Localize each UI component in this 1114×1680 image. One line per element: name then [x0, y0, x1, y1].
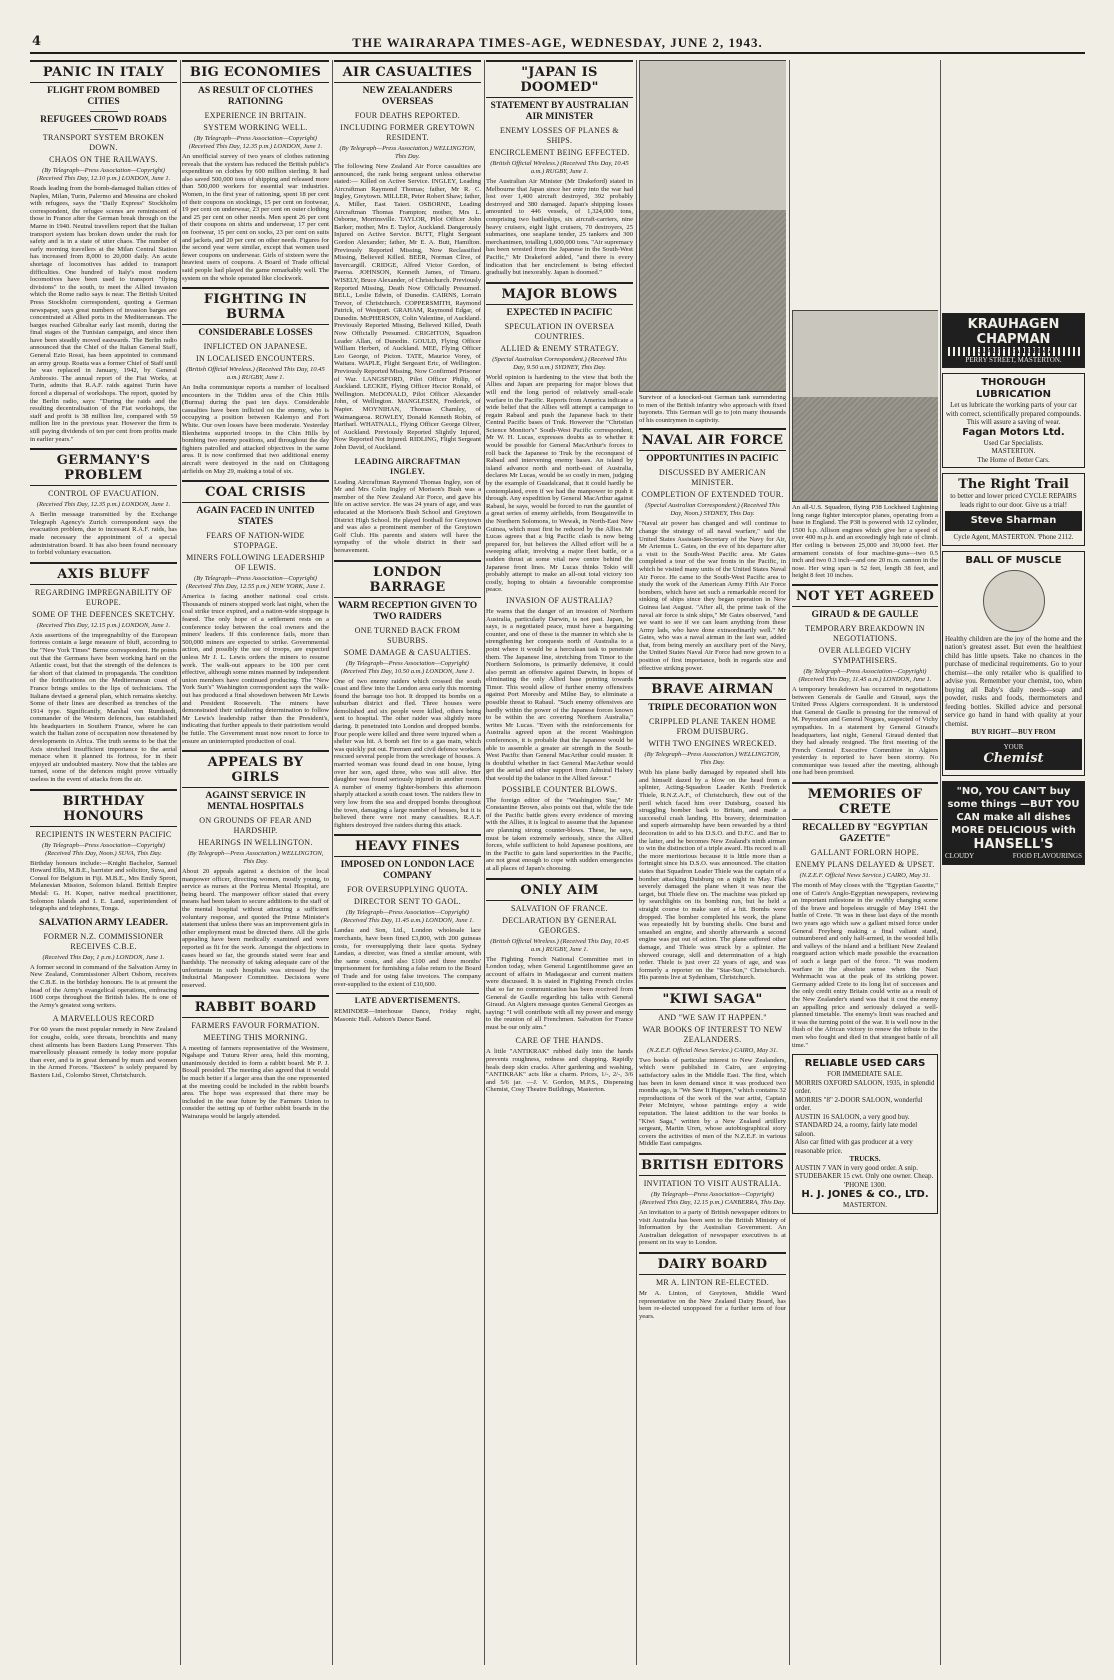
baby-illustration-icon [983, 570, 1045, 632]
advertisement-baxters [30, 1014, 177, 1079]
dateline: (Received This Day, 12.15 p.m.) LONDON, June 1. [36, 621, 171, 629]
column-rule [789, 60, 790, 1665]
ad-name-panel [945, 511, 1082, 531]
photo-p38-squadron [792, 310, 938, 502]
subheading: TEMPORARY BREAKDOWN IN NEGOTIATIONS. [805, 623, 925, 643]
ad-brand: HANSELL'S [973, 837, 1054, 852]
article-naval-air-force [639, 428, 786, 672]
subheading: SYSTEM WORKING WELL. [203, 123, 308, 132]
headline: FIGHTING IN BURMA [182, 287, 329, 325]
column-rule [332, 60, 333, 1665]
dateline: (N.Z.E.F. Official News Service.) CAIRO, May 31. [799, 872, 931, 880]
article-heavy-fines [334, 834, 481, 988]
article-coal-crisis [182, 480, 329, 745]
subheading: TRIPLE DECORATION WON [648, 703, 777, 714]
subheading: TRANSPORT SYSTEM BROKEN DOWN. [42, 133, 165, 152]
article-body: An unofficial survey of two years of clothes rationing reveals that the system has reduced the British public's expenditure on clothes by 600 million sterling. It had also saved 500,000 tons of shipping and released more than 500,000 workers for essential war industries. Women, in the first year of rationing, spent 18 per cent of their coupons on stockings, 15 per cent on footwear, 19 per cent on underwear, 23 per cent on outer clothing and 25 per cent on other needs. Men spent 26 per cent of their coupons on shirts and underwear, 17 per cent on footwear, 15 per cent on socks, 23 per cent on suits and jackets, and 20 per cent on other needs. Figures for the second year were similar, except that women used fewer coupons on underwear. Girls of sixteen were the heaviest users of coupons. A Board of Trade official said people had played the game remarkably well. The system on the whole operated like clockwork. [182, 153, 329, 282]
ad-chemist: Chemist [983, 751, 1044, 766]
column-1 [30, 60, 177, 1665]
article-germanys-problem [30, 448, 177, 557]
dateline: (By Telegraph—Press Association.) WELLINGTON, This Day. [187, 850, 324, 866]
ad-sub: Cycle Agent, MASTERTON. 'Phone 2112. [953, 533, 1074, 541]
dateline: (Received This Day, 1 p.m.) LONDON, June 1. [42, 953, 165, 961]
subheading: WAR BOOKS OF INTEREST TO NEW ZEALANDERS. [642, 1024, 783, 1044]
article-dairy-board [639, 1252, 786, 1320]
subheading: WARM RECEPTION GIVEN TO TWO RAIDERS [337, 600, 478, 622]
column-rule [636, 60, 637, 1665]
dateline: (Received This Day, 12.35 p.m.) LONDON, June 1. [36, 501, 171, 509]
photo-sky [640, 61, 786, 210]
article-body: The following New Zealand Air Force casualties are announced, the rank being sergeant unless otherwise stated:— Killed on Active Service. INGLEY, Leading Aircraftman Raymond Thomas; father, Mr R. C. Ingley, Greytown. MILLER, Peter Robert Shaw; father, A. Miller, East Taieri. OSBORNE, Leading Aircraftman Thomas Frampton; mother, Mrs L. Osborne, Morrinsville. TAYLOR, Pilot Officer John Barker; mother, Mrs E. Taylor, Auckland. Dangerously Injured on Active Service. BUTT, Flight Sergeant Gordon Alexander; father, Mr E. A. Butt, Hamilton. Previously Reported Missing, Now Reclassified Missing, Believed Killed. BEER, Norman Clive, of Invercargill. CRIDGE, Alfred Victor Gordon, of Paeroa. JOHNSON, Kenneth James, of Timaru. WISELY, Bruce Alexander, of Christchurch. Previously Reported Missing, Death Now Officially Presumed. BELL, Leslie Edwin, of Dunedin. CAIRNS, Lorrain Trevor, of Christchurch. COPPERSMITH, Raymond Patrick, of Westport. GRAHAM, Raymond Edgar, of Dunedin. McPHERSON, Colin Valentine, of Auckland. Previously Reported Missing, Believed Killed, Death Now Officially Presumed. CRIGHTON, Squadron Leader Allan, of Dunedin. GOULD, Flying Officer William Herbert, of Auckland. MEE, Flying Officer Leo George, of Picton. TATE, Maurice Vorey, of Waitara. WAPLE, Flight Sergeant Eric, of Wellington. Previously Reported Missing, Now Confirmed Prisoner of War. LANGSFORD, Pilot Officer Philip, of Auckland. LECKIE, Flying Officer Hector Ronald, of Wellington. McDONALD, Pilot Officer Alexander John, of Wellington. MANGLESEN, Frederick, of Napier. MOYNIHAN, Thomas Chamley, of Waimangaroa. ROWLEY, Donald Kenneth Robin, of Hariharl. WHATNALL, Flying Officer George Oliver, of Auckland. Previously Reported Slightly Injured, Now Reported Not Injured. RIDLING, Flight Sergeant John David, of Auckland. [334, 163, 481, 451]
ad-firm: Steve Sharman [970, 515, 1057, 526]
subheading: SALVATION OF FRANCE. [511, 903, 608, 913]
ad-body: Let us lubricate the working parts of your car with correct, scientifically prepared compounds. This will assure a saving of wear. [945, 401, 1082, 426]
subheading: POSSIBLE COUNTER BLOWS. [501, 784, 618, 794]
dateline: (By Telegraph—Press Association—Copyright) (Received This Day, 12.15 p.m.) CANBERRA, This Day. [639, 1191, 786, 1206]
ad-tagline: QUALITY TAILORING [945, 347, 1082, 356]
article-british-editors [639, 1153, 786, 1247]
ad-tagline: The Home of Better Cars. [977, 455, 1050, 464]
ad-body: to better and lower priced CYCLE REPAIRS leads right to our door. Give us a trial! [950, 492, 1077, 509]
column-rule [484, 60, 485, 1665]
article-body: Mr A. Linton, of Greytown, Middle Ward representative on the New Zealand Dairy Board, has been re-elected unopposed for a further term of four years. [639, 1289, 786, 1320]
column-4 [486, 60, 633, 1665]
headline: MEMORIES OF CRETE [792, 782, 938, 820]
headline: DAIRY BOARD [639, 1252, 786, 1275]
dateline: (By Telegraph—Press Association—Copyright) (Received This Day, 11.45 a.m.) LONDON, June 1. [798, 667, 932, 683]
subheading: SOME OF THE DEFENCES SKETCHY. [32, 609, 175, 619]
subheading: CONTROL OF EVACUATION. [48, 489, 159, 499]
headline: LEADING AIRCRAFTMAN INGLEY. [354, 456, 461, 476]
headline: NAVAL AIR FORCE [639, 428, 786, 451]
article-body: An India communique reports a number of localised encounters in the Tiddim area of the Chin Hills (Burma) during the past ten days. Considerable casualties have been inflicted on the enemy, who is occupying a position between Kalemyo and Fort White. Our own losses have been moderate. Yesterday Blenheims supported troops in the Chin Hills by bombing two enemy positions, and throughout the day fighters patrolled and attacked objectives in the same area. It is now confirmed that two additional enemy aircraft were destroyed in the raid on Chittagong airfields on May 29, making a total of six. [182, 384, 329, 475]
advertisement-used-cars [792, 1054, 938, 1214]
article-aircraftman-ingley [334, 457, 481, 555]
article-body: World opinion is hardening to the view that both the Allies and Japan are preparing for major blows that will end the long period of relatively small-scale warfare in the Pacific. Reports from America indicate a wide belief that the Allies will attempt a campaign to regain Rabaul and push the Japanese back to their Central Pacific bases of Truk. However the "Christian Science Monitor's" South-West Pacific correspondent, Mr W. H. Lucas, expresses doubts as to whether it would be possible for General MacArthur's forces to roll back the Japanese to Truk by the reconquest of Rabaul and intervening enemy bases. An island by island advance north and north-east of Australia, declares Mr Lucas, would be so costly in men, judging by the example of Guadalcanal, that it could hardly be contemplated, even if we had the manpower to push it through. Any expedition by General MacArthur against Rabaul, he says, would be forced to run the gauntlet of a great series of enemy airfields, from Bougainville in the Northern Solomons, to Wewak, in North-East New Guinea, which must first be reduced by the Allies. Mr Lucas agrees that a big Pacific clash is now being prepared for, but believes the Allied effort will be a sweeping affair, involving a major fleet battle, or a sudden thrust at some vital new centre behind the Japanese front lines. Mr Lucas thinks Tokio will probably attempt to make an all-out total victory too costly, hoping to obtain a favourable compromise peace. [486, 373, 633, 594]
article-fighting-in-burma [182, 287, 329, 475]
article-appeals-by-girls [182, 750, 329, 990]
ad-brand: KRAUHAGEN [967, 317, 1060, 332]
subheading: INVITATION TO VISIT AUSTRALIA. [643, 1179, 782, 1188]
article-london-barrage [334, 560, 481, 830]
article-body: One of two enemy raiders which crossed the south coast and flew into the London area early this morning found the barrage too hot. It dropped its bombs on a suburban district and fled. Three houses were demolished and six people were killed, others being sent to hospital. The other raider was slightly more daring. It penetrated into London and dropped bombs. Four people were killed and three were injured when a shelter was hit. A bomb set fire to a gas main, which was quickly put out. Firemen and civil defence workers rescued several people from the wreckage of houses. A married woman was found dead in one house, lying over her son, aged three, who was still alive. Her daughter was found seriously injured in another room. A number of enemy fighter-bombers this afternoon sharply attacked a south coast town. The raiders flew in very low from the sea and dropped bombs throughout the town, damaging a large number of houses, but it is believed there were not many casualties. R.A.F. fighters destroyed five raiders during this attack. [334, 677, 481, 829]
divider [90, 129, 118, 130]
dateline: (By Telegraph—Press Association—Copyright) (Received This Day, 12.10 p.m.) LONDON, June 1. [36, 167, 171, 182]
subheading: FEARS OF NATION-WIDE STOPPAGE. [206, 531, 305, 551]
ad-your: YOUR [1003, 742, 1024, 751]
photo-continuation-space [942, 60, 1085, 310]
headline: BRITISH EDITORS [639, 1153, 786, 1176]
headline: AIR CASUALTIES [334, 60, 481, 83]
headline: RABBIT BOARD [182, 995, 329, 1018]
advertisement-krauhagen-chapman [942, 313, 1085, 368]
headline: A MARVELLOUS RECORD [52, 1014, 155, 1024]
subheading: OVER ALLEGED VICHY SYMPATHISERS. [818, 645, 912, 665]
ad-body: REMINDER—Interhouse Dance, Friday night, Masonic Hall. Ashton's Dance Band. [334, 1008, 481, 1023]
ad-firm: H. J. JONES & CO., LTD. [801, 1189, 929, 1201]
ad-town: MASTERTON. [991, 447, 1036, 455]
dateline: (By Telegraph—Press Association—Copyright) (Received This Day, Noon.) SUVA, This Day. [42, 841, 165, 857]
ad-body: A little "ANTIKRAK" rubbed daily into the hands prevents roughness, redness and chapping. Rapidly heals deep skin cracks. After gardening and washing, "ANTIKRAK" acts like a charm. Prices, 1/-, 2/-, 3/6 and 5/6 jar. —J. V. Gordon, M.P.S., Dispensing Chemist, Cosy Theatre Buildings, Masterton. [486, 1048, 633, 1094]
photo-tank-surrender [639, 60, 786, 392]
dateline: (By Telegraph—Press Association—Copyright) (Received This Day, 12.55 p.m.) NEW YORK, June 1. [185, 575, 325, 591]
subheading: ONE TURNED BACK FROM SUBURBS. [354, 625, 461, 645]
car-item: AUSTIN 16 SALOON, a very good buy. [795, 1112, 910, 1121]
article-body: Landau and Son, Ltd., London wholesale lace merchants, have been fined £3,800, with 200 guineas costs, for oversupplying their lace quota. Sydney Landau, a director, was fined a similar amount, with the same costs, and also £100 and three months' imprisonment for furnishing a false return to the Board of Trade and for using false invoices. The company over-supplied to the extent of £10,600. [334, 927, 481, 988]
dateline: (By Telegraph—Press Association—Copyright) (Received This Day, 10.50 a.m.) LONDON, June 1. [340, 659, 475, 675]
photo-caption: Survivor of a knocked-out German tank surrendering to men of the British infantry who approach with fixed bayonets. This German will go to join many thousands of his countrymen in captivity. [639, 394, 786, 424]
subheading: CHAOS ON THE RAILWAYS. [49, 155, 158, 164]
article-body: About 20 appeals against a decision of the local manpower officer, directing women, mostly young, to service as nurses at the Porirua Mental Hospital, are being heard. The manpower officer stated that every means had been taken to secure additions to the staff of the mental hospital without attracting a sufficient voluntary response, and quoted the Prime Minister's statement that unless there was an improvement girls in other employment must be directed there. All the girls appealing have been medically examined and were reported as fit for the work. Amongst the objections in cases heard so far, the grounds stated were fear and hardship. The necessity of taking adequate care of the unfortunate in such hospitals was stressed by the Industrial Manpower Committee. Decisions were reserved. [182, 868, 329, 989]
ad-body: Healthy children are the joy of the home and the nation's greatest asset. But even the healthiest child has little upsets. Take no chances in the purchase of medicinal requirements. Go to your chemist—the only retailer who is qualified to advise you. Remember your chemist, too, when buying all Baby's daily needs—soap and powder, rusks and foods, thermometers and feeding bottles. Skilled advice and personal service go hand in hand with quality at your chemist. [945, 634, 1082, 728]
subheading: DECLARATION BY GENERAL GEORGES. [502, 915, 617, 935]
column-6 [792, 60, 938, 1665]
car-item: MORRIS "8" 2-DOOR SALOON, wonderful order. [795, 1095, 923, 1113]
subheading: FOUR DEATHS REPORTED. [354, 111, 461, 120]
subheading: INFLICTED ON JAPANESE. [203, 342, 308, 352]
subheading: SPECULATION IN OVERSEA COUNTRIES. [504, 321, 615, 341]
article-major-blows [486, 282, 633, 873]
ad-town: MASTERTON. [843, 1201, 887, 1210]
subheading: FARMERS FAVOUR FORMATION. [191, 1020, 320, 1030]
article-body: "Naval air power has changed and will continue to change the strategy of all naval warfare," said the United States Assistant-Secretary of the Navy for Air, Mr Artemus L. Gates, on the eve of his departure after a visit to the South-West Pacific area. Mr Gates completed a tour of the war fronts in the Pacific, in which he visited many units of the United States Naval Air Force. He came to the South-West Pacific area to study the work of the American Army Fifth Air Force bombers, which have set such a remarkable record for sinking of ships since they began operation in New Guinea last August. "After all, the prime task of the naval air force is sink ships," Mr Gates observed, "and we want to see if we can learn anything from these Army lads, who have done extraordinarily well." Mr Gates, who was a naval airman in the last war, added that, from being merely an auxiliary port of the Navy, the United States Naval Air Force had now grown to a position of first importance, both in regards size and effective striking power. [639, 520, 786, 672]
ad-headline: BALL OF MUSCLE [965, 554, 1062, 566]
headline: "KIWI SAGA" [639, 987, 786, 1010]
subheading: MR A. LINTON RE-ELECTED. [655, 1277, 770, 1287]
subheading: IMPOSED ON LONDON LACE COMPANY [340, 860, 475, 882]
headline: BRAVE AIRMAN [639, 677, 786, 700]
article-body: Roads leading from the bomb-damaged Italian cities of Naples, Milan, Turin, Palermo and Messina are choked with refugees, says the "Daily Express" Stockholm correspondent, the refugee scenes are reminiscent of those in France after the German break through on the Marne in 1940. Neutral travellers report that the Italian transport system has broken down under the rush for safety and is in a state of utter chaos. The number of early morning travellers at the Milan Central Station has increased from 8,000 to 20,000 daily. An acute shortage of locomotives has added to transport difficulties. One hundred of Italy's most modern locomotives have been used to transport "flying divisions" to the south, to meet the Allied invasion which the Rome radio says is near. The British United Press Stockholm correspondent, quoting a German newspaper, says great numbers of invasion barges are concentrated at Allied ports in the Mediterranean. The barges reached Gibraltar early last month, during the final stages of the Tunisian campaign, and since then have been steadily moved eastwards. The Berlin radio announced that the Chief of the Italian General Staff, General Ezio Rossi, has been appointed to command an army group. Roatta was a former Chief of Staff until he was replaced in January, 1942, by General Ambrosio. The annual report of the Fiat Works, at Turin, admits that R.A.F. raids against Turin have forced a dispersal of workshops. The report, quoted by the Berlin radio, says: "During the raids and the resulting decentralisation of the Fiat workshops, the staff and profit is 38 million lire, compared with 59 million lire in the previous year. However the firm is still paying dividends of ten per cent from profits made in earlier years." [30, 185, 177, 443]
subheading: FOR OVERSUPPLYING QUOTA. [346, 885, 469, 895]
ad-body: For 60 years the most popular remedy in New Zealand for coughs, colds, sore throats, bronchitis and many chest ailments has been Baxters Lung Preserver. This marvellously pleasant remedy is today more popular than ever, and is in great demand by mum and women in the Armed Forces. "Baxters" is solely prepared by Baxters Ltd., Colombo Street, Christchurch. [30, 1026, 177, 1079]
dateline: (British Official Wireless.) (Received This Day, 10.45 a.m.) RUGBY, June 1. [490, 937, 629, 953]
subheading: GIRAUD & DE GAULLE [811, 609, 919, 620]
dateline: (By Telegraph—Press Association—Copyright) (Received This Day, 11.45 a.m.) LONDON, June 1. [341, 909, 474, 925]
subheading: REFUGEES CROWD ROADS [40, 115, 167, 125]
subheading: DISCUSSED BY AMERICAN MINISTER. [659, 468, 766, 488]
advertisement-fagan-motors [942, 373, 1085, 468]
headline: ONLY AIM [486, 878, 633, 901]
article-body: The Australian Air Minister (Mr Drakeford) stated in Melbourne that Japan since her entry into the war had lost over 1,400 aircraft destroyed, 392 probably destroyed and 380 damaged. Japan's shipping losses amounted to 446 vessels, of 1,324,000 tons, comprising two battleships, six aircraft-carriers, nine heavy cruisers, eight light cruisers, 70 destroyers, 25 submarines, one seaplane tender, 25 tankers and 300 merchantmen, totalling 1,600,000 tons. "Air supremacy has been wrested from the Japanese in the South-West Pacific," Mr Drakeford added, "and there is every indication that her encirclement is being effected gradually but inexorably. Japan is doomed." [486, 178, 633, 277]
ad-buy: BUY RIGHT—BUY FROM [971, 728, 1056, 736]
article-rabbit-board [182, 995, 329, 1121]
subheading: MINERS FOLLOWING LEADERSHIP OF LEWIS. [186, 553, 325, 573]
headline: CARE OF THE HANDS. [515, 1036, 604, 1046]
subheading: CONSIDERABLE LOSSES [198, 328, 313, 339]
article-body: Leading Aircraftman Raymond Thomas Ingley, son of Mr and Mrs Colin Ingley of Morison's Bush was a member of the New Zealand Air Force, and gave his life on active service. He was 24 years of age, and was educated at the Morison's Bush School and Greytown District High School. He played football for Greytown and was also a prominent member of the Greytown Golf Club. His parents and sisters will have the sympathy of the whole district in their sad bereavement. [334, 478, 481, 554]
ad-firm: Fagan Motors Ltd. [962, 426, 1065, 438]
subheading: INVASION OF AUSTRALIA? [506, 595, 613, 605]
ad-tag: FOOD FLAVOURINGS [1012, 852, 1082, 860]
article-body: Two books of particular interest to New Zealanders, which were published in Cairo, are enjoying satisfactory sales in the Middle East. The first, which has been in keen demand since it was produced two months ago, is "We Saw It Happen," which contains 32 reproductions of the work of the war artist, Captain Peter McIntyre, whose paintings enjoy a wide reputation. The latest addition to the war books is "Kiwi Saga," written by a New Zealand artillery sergeant, Martin Uren, whose autobiographical story covers the activities of men of the N.Z.E.F. in various Middle East campaigns. [639, 1056, 786, 1148]
article-body: A temporary breakdown has occurred in negotiations between Generals de Gaulle and Giraud, says the United Press Algiers correspondent. It is understood that General de Gaulle is pressing for the removal of M. Peyrouton and General Nogues, suspected of Vichy sympathies. In a statement by General Giraud's headquarters, last night, General Giraud denied that they had already resigned. The first meeting of the French Central Executive Committee in Algiers yesterday is reported to have been stormy. No communique was issued after the meeting, although one had been promised. [792, 685, 938, 777]
article-only-aim [486, 878, 633, 1032]
dateline: (By Telegraph—Press Association—Copyright) (Received This Day, 12.35 p.m.) LONDON, June 1. [188, 135, 323, 150]
ad-address: PERRY STREET, MASTERTON. [965, 355, 1062, 364]
article-air-casualties [334, 60, 481, 452]
subheading: SOME DAMAGE & CASUALTIES. [343, 647, 472, 657]
subheading: AND "WE SAW IT HAPPEN." [658, 1012, 767, 1022]
subheading: RECIPIENTS IN WESTERN PACIFIC [35, 829, 172, 839]
dateline: (By Telegraph—Press Association.) WELLINGTON, This Day. [644, 751, 781, 767]
article-body: With his plane badly damaged by repeated shell hits and himself dazed by a blow on the head from a splinter, Acting-Squadron Leader Keith Frederick Thiele, R.N.Z.A.F., of Christchurch, flew out of the peril which faced him over Duisburg, coaxed his struggling bomber back to Britain, and made a successful crash landing. His bravery, determination and superb airmanship have been rewarded by a third decoration to add to his D.S.O. and D.F.C. and Bar to the latter, and he becomes New Zealand's ninth airman to win the distinction of a triple award. His record is all the more meritorious because it is little more than a fortnight since his D.S.O. was announced. The citation states that Squadron Leader Thiele was the captain of a bomber attacking Duisburg on a night in May. Flak severely damaged the plane when it was near the target, but Thiele flew on. The machine was picked up by searchlights on its bombing run, but he held a straight course to make sure of a hit. Bombs were dropped. The bomber completed his work, the plane was repeatedly hit by bursting shells. One burst and smashed an engine, and shortly afterwards a second engine was put out of action. The plane suffered other damage, and Thiele was struck by a splinter. He showed courage, skill and determination of a high order. Thiele is just over 22 years of age, and was formerly a reporter on the "Star-Sun," Christchurch. His parents live at Sydenham, Christchurch. [639, 769, 786, 982]
dateline: (Special Australian Correspondent.) (Received This Day, Noon.) SYDNEY, This Day. [645, 502, 780, 518]
subheading: STATEMENT BY AUSTRALIAN AIR MINISTER [490, 101, 629, 122]
subheading: WITH TWO ENGINES WRECKED. [648, 739, 777, 749]
headline: GERMANY'S PROBLEM [30, 448, 177, 486]
subheading: MEETING THIS MORNING. [203, 1032, 308, 1042]
subheading: ENEMY PLANS DELAYED & UPSET. [795, 860, 935, 870]
divider [90, 111, 118, 112]
column-5 [639, 60, 786, 1665]
headline: PANIC IN ITALY [30, 60, 177, 83]
subheading: AGAINST SERVICE IN MENTAL HOSPITALS [205, 791, 306, 813]
subheading: FORMER N.Z. COMMISSIONER RECEIVES C.B.E. [43, 931, 164, 951]
dateline: (N.Z.E.F. Official News Service.) CAIRO, May 31. [647, 1046, 778, 1054]
article-body: The Fighting French National Committee met in London today, when General Legentilhomme gave an account of affairs in Madagascar and current matters were discussed. It is stated in Fighting French circles that so far no communication has been received from General de Gaulle regarding his talks with General Giraud. An Algiers message quotes General Georges as saying: "I will contribute with all my power and energy to the reunion of all Frenchmen. Salvation for France must be our only aim." [486, 955, 633, 1031]
car-item: STANDARD 24, a roomy, fairly late model saloon. [795, 1121, 918, 1138]
dateline: (British Official Wireless.) (Received This Day, 10.45 a.m.) RUGBY, June 1. [490, 160, 629, 175]
subheading: ENEMY LOSSES OF PLANES & SHIPS. [500, 126, 619, 145]
article-body: A former second in command of the Salvation Army in New Zealand, Commissioner Albert Osborn, receives the C.B.E. in the birthday honours. He is at present the head of the Army's evangelical operations, embracing 1600 corps throughout the British Isles. He is one of the Army's greatest song writers. [30, 963, 177, 1009]
headline: MAJOR BLOWS [486, 282, 633, 305]
dateline: (By Telegraph—Press Association.) WELLINGTON, This Day. [339, 145, 476, 160]
masthead-title: THE WAIRARAPA TIMES-AGE, WEDNESDAY, JUNE 2, 1943. [352, 35, 763, 50]
subheading: FLIGHT FROM BOMBED CITIES [47, 86, 160, 107]
article-body: A Berlin message transmitted by the Exchange Telegraph Agency's Zurich correspondent says the evacuation problem, due to incessant R.A.F. raids, has made necessary the appointment of a special administration board. It has also been found necessary to forbid voluntary evacuation. [30, 511, 177, 557]
subheading: OPPORTUNITIES IN PACIFIC [646, 454, 779, 465]
subheading: INCLUDING FORMER GREYTOWN RESIDENT. [340, 123, 475, 142]
ad-chemist-panel [945, 739, 1082, 771]
article-not-yet-agreed [792, 584, 938, 777]
subheading: EXPERIENCE IN BRITAIN. [204, 111, 307, 120]
article-axis-bluff [30, 562, 177, 784]
headline: NOT YET AGREED [792, 584, 938, 607]
photo-caption: An all-U.S. Squadron, flying P38 Lockheed Lightning long range fighter interceptor planes, operating from a base in England. The P38 is powered with 12 cylinder, 1500 h.p. Allison engines which give her a speed of over 400 m.p.h. and an exceedingly high rate of climb. Her ceiling is between 25,000 and 39,000 feet. Her armament consists of four machine-guns—two 0.5 inch and two 0.3 inch—and one 20 m.m. cannon in the nose. Her wing span is 52 feet, length 38 feet, and height 8 feet 10 inches. [792, 504, 938, 580]
headline: LONDON BARRAGE [334, 560, 481, 598]
subheading: GALLANT FORLORN HOPE. [810, 848, 920, 858]
ad-headline: THOROUGH LUBRICATION [976, 377, 1051, 400]
article-body: America is facing another national coal crisis. Thousands of miners stopped work last night, when the coal strike truce expired, and a nation-wide stoppage is feared. The only hope of a settlement rests on a conference today between the coal owners and the miners' leaders. If this conference fails, more than 500,000 miners are expected to strike. Governmental action, and possibly the use of troops, are expected unless Mr J. L. Lewis orders the miners to resume work. The walk-out appears to be 100 per cent effective, although some mines manned by independent union members have continued producing. The "New York Sun's" Washington correspondent says the walk-out has produced a final showdown between Mr Lewis and President Roosevelt. The miners have demonstrated their unfaltering determination to follow Mr Lewis's leadership rather than the President's, indicating that further appeals to their patriotism would be futile. The Government must now resort to force to ensure an uninterrupted production of coal. [182, 593, 329, 745]
headline: HEAVY FINES [334, 834, 481, 857]
article-brave-airman [639, 677, 786, 982]
advertisement-hansells [942, 781, 1085, 865]
ad-headline: The Right Trail [958, 477, 1069, 492]
headline: LATE ADVERTISEMENTS. [336, 993, 479, 1006]
headline: APPEALS BY GIRLS [182, 750, 329, 788]
subheading: EXPECTED IN PACIFIC [506, 307, 613, 318]
subheading: AGAIN FACED IN UNITED STATES [196, 506, 315, 528]
headline: SALVATION ARMY LEADER. [38, 917, 169, 928]
subheading: NEW ZEALANDERS OVERSEAS [362, 86, 453, 107]
car-section: TRUCKS. [849, 1155, 881, 1164]
late-advertisements [334, 993, 481, 1023]
photo-sky [793, 311, 938, 397]
headline: AXIS BLUFF [30, 562, 177, 585]
article-salvation-army [30, 918, 177, 1010]
subheading: ALLIED & ENEMY STRATEGY. [500, 343, 619, 353]
car-item: Also car fitted with gas producer at a very reasonable price. [795, 1138, 913, 1155]
ad-phone: 'PHONE 1300. [843, 1180, 887, 1189]
article-body: The foreign editor of the "Washington Star," Mr Constantine Brown, also points out that, while the tide of the Pacific battle gives every evidence of moving with the Allies, it is logical to assume that the Japanese are planning strong counter-blows. These, he says, must be taken extremely seriously, since the Allied forces, while sufficient to hold Japanese positions, are in the Pacific to gain land superiorities in the Pacific, are not great enough to cope with sudden emergencies at all places of Japan's choosing. [486, 796, 633, 872]
article-big-economies [182, 60, 329, 282]
car-item: STUDEBAKER 15 cwt. Only one owner. Cheap. [795, 1172, 934, 1181]
subheading: ON GROUNDS OF FEAR AND HARDSHIP. [199, 816, 312, 836]
ad-body: "NO, YOU CAN'T buy some things —BUT YOU CAN make all dishes MORE DELICIOUS with [947, 786, 1080, 836]
article-body: An invitation to a party of British newspaper editors to visit Australia has been sent to the British Ministry of Information by the Australian Government. An Australian delegation of newspaper executives is at present on its way to London. [639, 1209, 786, 1247]
article-body: A meeting of farmers representative of the Westmere, Ngahape and Tuturu River area, held this morning, unanimously decided to form a rabbit board. Mr P. J. Boxall presided. The meeting also agreed that it would be much better if a larger area than the one represented at the meeting could be included in the rabbit board's area. The hope was expressed that there may be included in the near future by the Farmers Union to consider the setting up of further rabbit boards in the Wairarapa would be largely attended. [182, 1044, 329, 1120]
subheading: CRIPPLED PLANE TAKEN HOME FROM DUISBURG. [649, 717, 776, 737]
article-panic-in-italy [30, 60, 177, 443]
page-number: 4 [32, 34, 42, 49]
headline: BIRTHDAY HONOURS [30, 789, 177, 827]
car-item: MORRIS OXFORD SALOON, 1935, in splendid order. [795, 1078, 935, 1096]
article-japan-is-doomed [486, 60, 633, 277]
subheading: IN LOCALISED ENCOUNTERS. [196, 354, 315, 364]
column-rule [940, 60, 941, 1665]
article-body: He warns that the danger of an invasion of Northern Australia, particularly Darwin, is not past. Japan, he says, is a negotiated peace, must have a bargaining counter, and one of these is the manner in which she is strengthening her conquests north of Australia to a point where it would be a herculean task to penetrate them. The Japanese line, stretching from Timor to the Northern Solomons, is primarily defensive, it could also permit an offensive against Darwin, in hopes of eliminating the only Allied base pointing towards Timor. This would allow of further enemy offensives against Port Moresby and Milne Bay, to eliminate a possible threat to Rabaul. "Such enemy offensives are hardly within the power of the Japanese forces known to be within the arc covering Northern Australia," writes Mr Lucas. "Even with the reinforcements for Australia agreed upon at the recent Washington conferences, it is probable that the Japanese would be able to assemble a greater air strength in the South-West Pacific than General MacArthur could muster. It is doubtful whether in fact General MacArthur would get the aerial and other support from Admiral Halsey that would tip the balance in the Allied favour." [486, 607, 633, 782]
dateline: (British Official Wireless.) (Received This Day, 10.45 a.m.) RUGBY, June 1. [186, 366, 325, 382]
ad-tag-row [945, 852, 1082, 861]
article-body: Axis assertions of the impregnability of the European fortress contain a large measure of bluff, according to the "New York Times" Berne correspondent. He points out that the Germans have been working hard on the Atlantic coast, but that the strength of the defences is far short of that claimed in propaganda. The condition of the fortifications on the Mediterranean coast of France brings smiles to the lips of technicians. The Italians devised a general plan, which remains sketchy. Some of their lines are described as trenches of the 1914 type. Significantly, Marshal von Rundstedt, commander of the Western defences, has established his headquarters in Southern France, where he can watch the Italian zone of occupation now threatened by developments in Africa. The truth seems to be that the Axis stretched insufficient importance to the aerial menace when it planned its fortress, for in their enjoyed air undoubted mastery. Now that the tables are turned, some of the defences might prove virtually useless in the event of attacks from the air. [30, 631, 177, 784]
article-birthday-honours [30, 789, 177, 913]
ad-brand: CHAPMAN [976, 332, 1051, 347]
ad-subheading: FOR IMMEDIATE SALE. [827, 1070, 903, 1079]
ad-sub: Used Car Specialists. [983, 438, 1044, 447]
article-kiwi-saga [639, 987, 786, 1148]
column-7 [942, 60, 1085, 1665]
subheading: DIRECTOR SENT TO GAOL. [354, 897, 461, 907]
subheading: ENCIRCLEMENT BEING EFFECTED. [489, 148, 630, 157]
advertisement-your-chemist [942, 551, 1085, 777]
article-memories-of-crete [792, 782, 938, 1049]
article-body: Birthday honours include:—Knight Bachelor, Samuel Howard Ellis, M.B.E., barrister and solicitor, Suva, and Consul for Belgium in Fiji. M.B.E., Mrs Emily Sprott, Melanesian Mission, Solomon Island. British Empire Medal: G. H. Kuper, native medical practitioner, Solomon Islands and I. E. Land, superintendent of telegraphs and telephones, Tonga. [30, 859, 177, 913]
column-2 [182, 60, 329, 1665]
article-body: The month of May closes with the "Egyptian Gazette," one of Cairo's Anglo-Egyptian newspapers, reviewing an important milestone in the swiftly changing scene of the brave and hopeless struggle of May 1941 the battle of Crete. "It was in these last days of the month two years ago which saw a gallant mixed force under General Freyberg making a final valiant stand, outnumbered and only half-armed, in the wooded hills and valleys of the island and a brilliant New Zealand rearguard action which made possible the evacuation of such a large part of the force. "It was modern warfare in the absolute sense when the Nazi Wehrmacht was at the peak of its striking power. Germany added Crete to its long list of successes and the only credit entry Britain could write as a result of the New Zealander's stand was that it cost the enemy an appalling price and seriously delayed a well-planned timetable. The enemy's limit was reached and it was the turning point of the war. It is well now in the flush of the African victory to renew the tribute to the men who fought and died in that strangest battle of all time." [792, 882, 938, 1049]
subheading: RECALLED BY "EGYPTIAN GAZETTE" [802, 823, 928, 845]
car-item: AUSTIN 7 VAN in very good order. A snip. [795, 1163, 919, 1172]
column-3 [334, 60, 481, 1665]
masthead [30, 34, 1085, 54]
headline: COAL CRISIS [182, 480, 329, 503]
column-rule [180, 60, 181, 1665]
advertisement-steve-sharman [942, 473, 1085, 546]
subheading: AS RESULT OF CLOTHES RATIONING [197, 86, 313, 107]
subheading: COMPLETION OF EXTENDED TOUR. [641, 490, 784, 500]
advertisement-antikrak [486, 1036, 633, 1094]
headline: "JAPAN IS DOOMED" [486, 60, 633, 98]
subheading: HEARINGS IN WELLINGTON. [198, 838, 313, 848]
ad-tag: CLOUDY [945, 852, 975, 860]
ad-headline: RELIABLE USED CARS [804, 1058, 926, 1070]
dateline: (Special Australian Correspondent.) (Received This Day, 9.50 a.m.) SYDNEY, This Day. [492, 355, 627, 371]
headline: BIG ECONOMIES [182, 60, 329, 83]
subheading: REGARDING IMPREGNABILITY OF EUROPE. [34, 587, 173, 607]
